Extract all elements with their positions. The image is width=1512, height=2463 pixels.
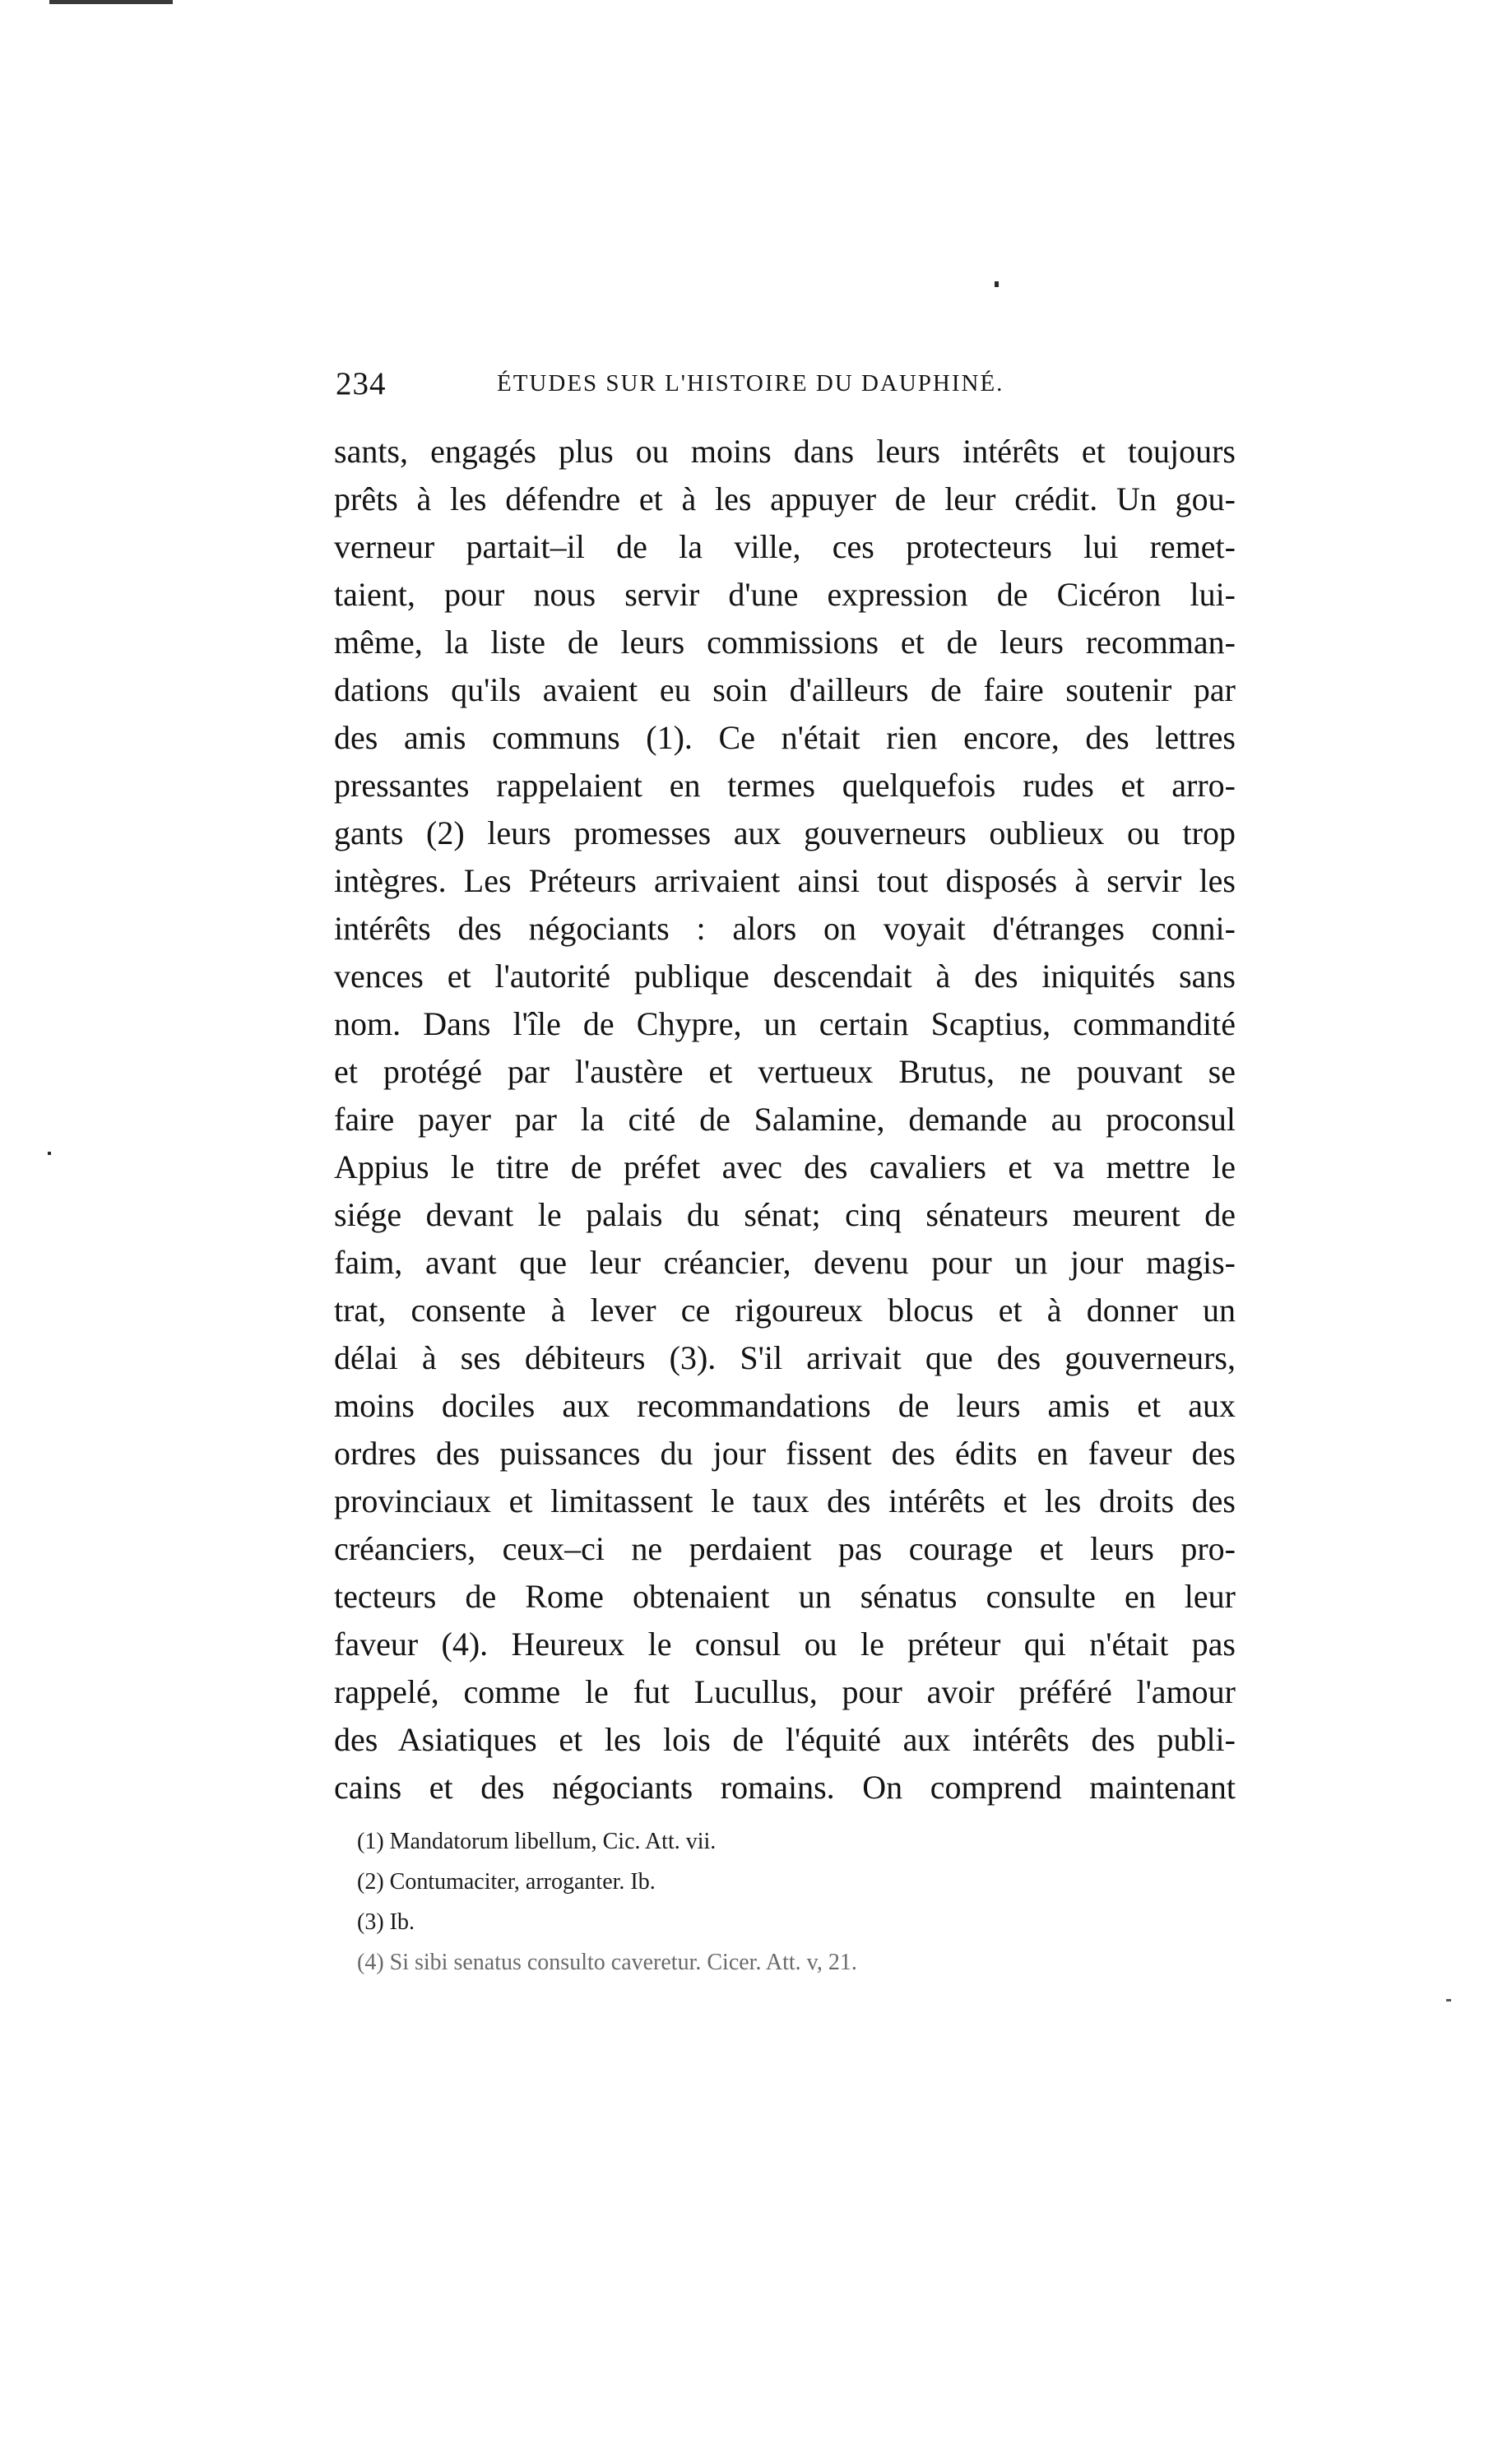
footnote: (4) Si sibi senatus consulto caveretur. Cicer. Att. v, 21. — [357, 1950, 857, 1975]
body-line: cains et des négociants romains. On comprend maintenant — [334, 1769, 1236, 1806]
body-line: gants (2) leurs promesses aux gouverneurs oublieux ou trop — [334, 814, 1236, 851]
body-line: taient, pour nous servir d'une expression de Cicéron lui- — [334, 576, 1236, 613]
body-line: intérêts des négociants : alors on voyait d'étranges conni- — [334, 910, 1236, 947]
running-title: ÉTUDES SUR L'HISTOIRE DU DAUPHINÉ. — [497, 370, 1004, 397]
scan-mark-dot — [995, 281, 999, 287]
body-line: intègres. Les Préteurs arrivaient ainsi tout disposés à servir les — [334, 862, 1236, 899]
body-line: trat, consente à lever ce rigoureux blocus et à donner un — [334, 1292, 1236, 1329]
body-line: nom. Dans l'île de Chypre, un certain Scaptius, commandité — [334, 1005, 1236, 1042]
scan-mark-top-left — [49, 0, 173, 4]
body-line: créanciers, ceux–ci ne perdaient pas courage et leurs pro- — [334, 1530, 1236, 1567]
scan-mark-right-edge — [1446, 1999, 1451, 2001]
body-line: siége devant le palais du sénat; cinq sénateurs meurent de — [334, 1196, 1236, 1233]
body-line: faire payer par la cité de Salamine, demande au proconsul — [334, 1101, 1236, 1138]
body-line: sants, engagés plus ou moins dans leurs intérêts et toujours — [334, 433, 1236, 470]
body-line: délai à ses débiteurs (3). S'il arrivait que des gouverneurs, — [334, 1339, 1236, 1376]
body-line: tecteurs de Rome obtenaient un sénatus consulte en leur — [334, 1578, 1236, 1615]
footnote: (3) Ib. — [357, 1909, 415, 1935]
body-line: ordres des puissances du jour fissent des édits en faveur des — [334, 1435, 1236, 1472]
body-line: moins dociles aux recommandations de leurs amis et aux — [334, 1387, 1236, 1424]
page-header — [336, 365, 1228, 415]
body-line: des amis communs (1). Ce n'était rien encore, des lettres — [334, 719, 1236, 756]
body-line: faveur (4). Heureux le consul ou le préteur qui n'était pas — [334, 1626, 1236, 1663]
body-text — [334, 428, 1236, 1811]
footnotes — [357, 1821, 1097, 1983]
footnote: (2) Contumaciter, arroganter. Ib. — [357, 1869, 656, 1895]
body-line: rappelé, comme le fut Lucullus, pour avoir préféré l'amour — [334, 1673, 1236, 1710]
body-line: et protégé par l'austère et vertueux Brutus, ne pouvant se — [334, 1053, 1236, 1090]
footnote: (1) Mandatorum libellum, Cic. Att. vii. — [357, 1829, 717, 1854]
body-line: pressantes rappelaient en termes quelquefois rudes et arro- — [334, 767, 1236, 804]
body-line: provinciaux et limitassent le taux des intérêts et les droits des — [334, 1482, 1236, 1519]
page-number: 234 — [336, 366, 387, 401]
body-line: dations qu'ils avaient eu soin d'ailleurs de faire soutenir par — [334, 671, 1236, 708]
body-line: Appius le titre de préfet avec des cavaliers et va mettre le — [334, 1148, 1236, 1185]
scan-mark-margin — [48, 1152, 51, 1155]
body-line: verneur partait–il de la ville, ces protecteurs lui remet- — [334, 528, 1236, 565]
body-line: des Asiatiques et les lois de l'équité aux intérêts des publi- — [334, 1721, 1236, 1758]
body-line: faim, avant que leur créancier, devenu pour un jour magis- — [334, 1244, 1236, 1281]
body-line: prêts à les défendre et à les appuyer de leur crédit. Un gou- — [334, 480, 1236, 517]
body-line: même, la liste de leurs commissions et de leurs recomman- — [334, 624, 1236, 661]
body-line: vences et l'autorité publique descendait à des iniquités sans — [334, 958, 1236, 995]
